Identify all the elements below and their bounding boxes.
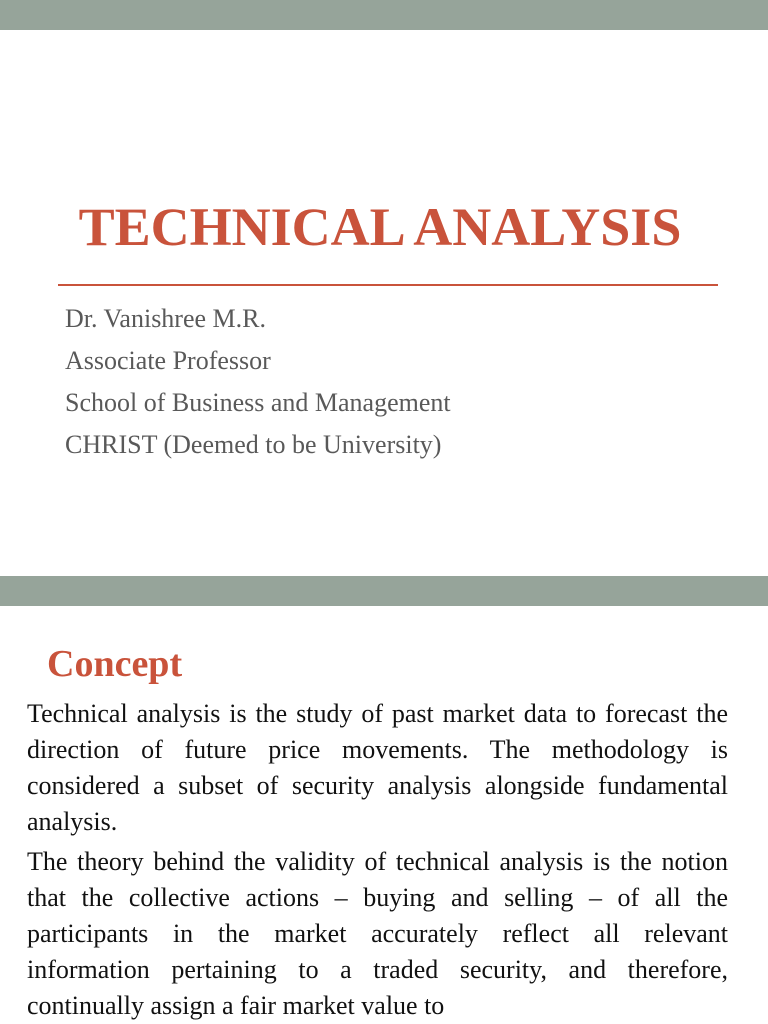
concept-heading: Concept <box>47 643 183 685</box>
title-divider <box>58 284 718 286</box>
author-position: Associate Professor <box>65 346 271 375</box>
concept-paragraph: Technical analysis is the study of past market data to forecast the direction of future price movements. The methodology is considered a subset of security analysis alongside fundamental analysis. <box>27 699 728 836</box>
author-name: Dr. Vanishree M.R. <box>65 304 267 333</box>
concept-slide <box>0 606 768 1024</box>
concept-paragraph: The theory behind the validity of technical analysis is the notion that the collective actions – buying and selling – of all the participants in the market accurately reflect all relevant information pertaining to a traded security, and therefore, continually assign a fair market value to <box>27 847 728 1020</box>
author-university: CHRIST (Deemed to be University) <box>65 430 442 459</box>
author-school: School of Business and Management <box>65 388 451 417</box>
concept-body <box>27 696 728 1024</box>
slide-title: TECHNICAL ANALYSIS <box>78 197 682 257</box>
slide-separator-band <box>0 576 768 606</box>
author-block <box>65 298 451 466</box>
title-slide <box>0 30 768 576</box>
top-band <box>0 0 768 30</box>
